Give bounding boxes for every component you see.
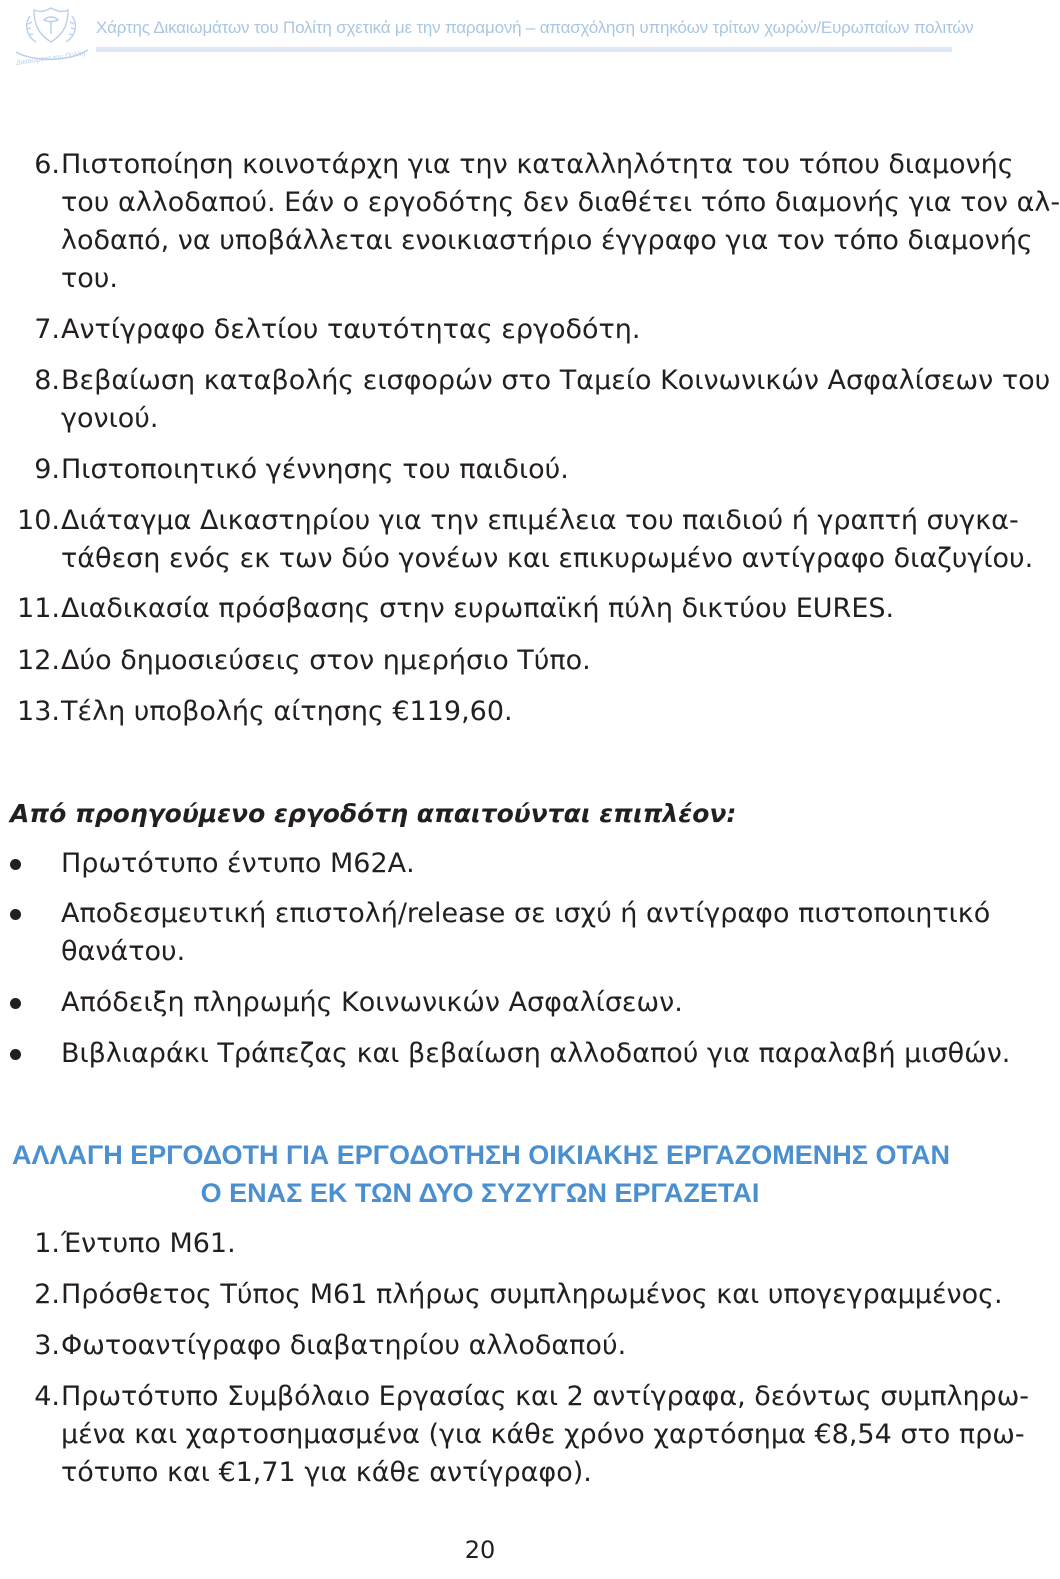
section-title-line-2: Ο ΕΝΑΣ ΕΚ ΤΩΝ ΔΥΟ ΣΥΖΥΓΩΝ ΕΡΓΑΖΕΤΑΙ	[200, 1178, 760, 1208]
list-text	[61, 1276, 1003, 1314]
list-text	[61, 1378, 1030, 1492]
text-line: θανάτου.	[61, 936, 186, 967]
list-number: 12.	[17, 645, 60, 676]
text-line: τάθεση ενός εκ των δύο γονέων και επικυρωμένο αντίγραφο διαζυγίου.	[61, 543, 1034, 574]
bullet-icon	[10, 1049, 21, 1060]
text-line: Αντίγραφο δελτίου ταυτότητας εργοδότη.	[61, 314, 641, 345]
list-text	[61, 502, 1034, 578]
bullet-icon	[10, 998, 21, 1009]
list-number: 8.	[34, 365, 60, 396]
list-text	[61, 451, 953, 489]
list-number: 9.	[34, 454, 60, 485]
text-line: του αλλοδαπού. Εάν ο εργοδότης δεν διαθέτει τόπο διαμονής για τον αλ-	[61, 187, 1060, 218]
list-number: 1.	[34, 1228, 60, 1259]
header-divider	[96, 47, 952, 52]
bullet-text	[61, 895, 991, 971]
text-line: Πρωτότυπο Συμβόλαιο Εργασίας και 2 αντίγραφα, δεόντως συμπληρω-	[61, 1381, 1030, 1412]
list-text	[61, 693, 953, 731]
list-number: 7.	[34, 314, 60, 345]
list-number: 4.	[34, 1381, 60, 1412]
text-line: Βιβλιαράκι Τράπεζας και βεβαίωση αλλοδαπού για παραλαβή μισθών.	[61, 1038, 1011, 1069]
list-text	[61, 642, 953, 680]
bullet-text	[61, 1035, 1011, 1073]
text-line: Πιστοποιητικό γέννησης του παιδιού.	[61, 454, 569, 485]
list-number: 3.	[34, 1330, 60, 1361]
text-line: Δύο δημοσιεύσεις στον ημερήσιο Τύπο.	[61, 645, 591, 676]
list-number: 10.	[17, 505, 60, 536]
logo-caption: Δικαιώματα του Πολίτη	[15, 50, 86, 67]
text-line: Διαδικασία πρόσβασης στην ευρωπαϊκή πύλη δικτύου EURES.	[61, 593, 895, 624]
text-line: Πιστοποίηση κοινοτάρχη για την καταλληλότητα του τόπου διαμονής	[61, 149, 1014, 180]
list-number: 2.	[34, 1279, 60, 1310]
header-title: Χάρτης Δικαιωμάτων του Πολίτη σχετικά με την παραμονή – απασχόληση υπηκόων τρίτων χωρών/Ευρωπαίων πολιτών	[96, 18, 974, 37]
list-number: 13.	[17, 696, 60, 727]
bullet-text	[61, 984, 953, 1022]
text-line: Αποδεσμευτική επιστολή/release σε ισχύ ή αντίγραφο πιστοποιητικό	[61, 898, 991, 929]
list-text	[61, 362, 1051, 438]
section-title-line-1: ΑΛΛΑΓΗ ΕΡΓΟΔΟΤΗ ΓΙΑ ΕΡΓΟΔΟΤΗΣΗ ΟΙΚΙΑΚΗΣ ΕΡΓΑΖΟΜΕΝΗΣ ΟΤΑΝ	[12, 1140, 950, 1170]
text-line: Διάταγμα Δικαστηρίου για την επιμέλεια του παιδιού ή γραπτή συγκα-	[61, 505, 1019, 536]
list-text	[61, 590, 953, 628]
list-number: 6.	[34, 149, 60, 180]
page-header	[0, 0, 974, 70]
list-text	[61, 311, 953, 349]
text-line: μένα και χαρτοσημασμένα (για κάθε χρόνο χαρτόσημα €8,54 στο πρω-	[61, 1419, 1025, 1450]
text-line: Βεβαίωση καταβολής εισφορών στο Ταμείο Κοινωνικών Ασφαλίσεων του	[61, 365, 1051, 396]
cyprus-coat-of-arms-icon	[8, 2, 94, 68]
text-line: τότυπο και €1,71 για κάθε αντίγραφο).	[61, 1457, 592, 1488]
page-number: 20	[464, 1536, 496, 1564]
text-line: Έντυπο Μ61.	[61, 1228, 236, 1259]
section-subheading: Από προηγούμενο εργοδότη απαιτούνται επιπλέον:	[10, 799, 737, 828]
text-line: Πρόσθετος Τύπος Μ61 πλήρως συμπληρωμένος και υπογεγραμμένος.	[61, 1279, 1003, 1310]
text-line: Απόδειξη πληρωμής Κοινωνικών Ασφαλίσεων.	[61, 987, 683, 1018]
text-line: του.	[61, 263, 118, 294]
bullet-icon	[10, 909, 21, 920]
bullet-text	[61, 845, 953, 883]
bullet-icon	[10, 859, 21, 870]
list-number: 11.	[17, 593, 60, 624]
text-line: λοδαπό, να υποβάλλεται ενοικιαστήριο έγγραφο για τον τόπο διαμονής	[61, 225, 1033, 256]
text-line: Φωτοαντίγραφο διαβατηρίου αλλοδαπού.	[61, 1330, 627, 1361]
text-line: Πρωτότυπο έντυπο Μ62Α.	[61, 848, 415, 879]
list-text	[61, 1327, 953, 1365]
text-line: γονιού.	[61, 403, 159, 434]
text-line: Τέλη υποβολής αίτησης €119,60.	[61, 696, 513, 727]
list-text	[61, 1225, 953, 1263]
list-text	[61, 146, 1060, 298]
